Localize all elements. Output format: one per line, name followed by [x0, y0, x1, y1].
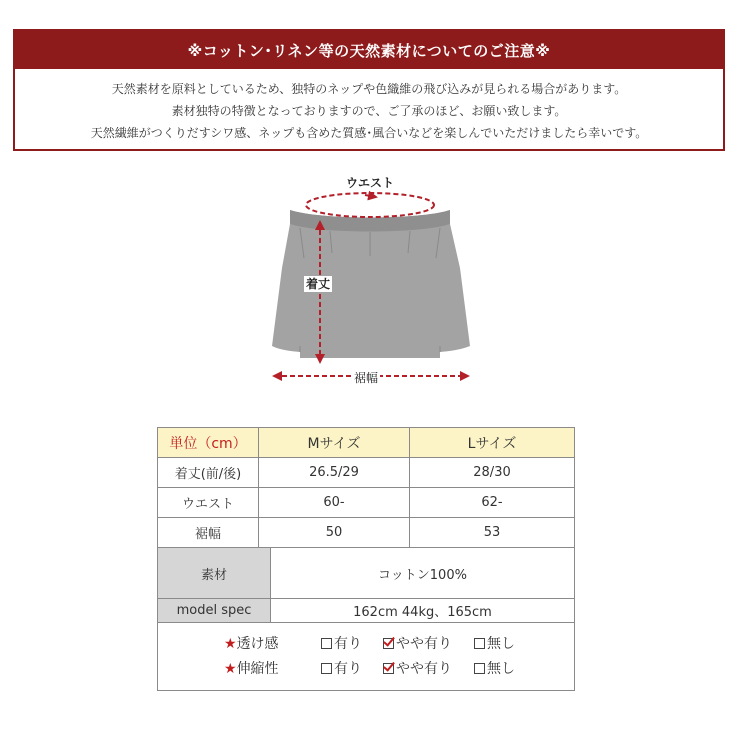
notice-box	[13, 29, 725, 151]
model-row	[158, 599, 575, 623]
row-label: 着丈(前/後)	[158, 458, 259, 488]
table-row	[158, 458, 575, 488]
l-value: 62-	[410, 488, 575, 518]
checked-checkbox-icon	[383, 663, 394, 674]
option-cell	[383, 658, 452, 678]
hem-label: 裾幅	[354, 371, 379, 385]
option-cell	[321, 633, 362, 653]
size-l-header: Lサイズ	[410, 428, 575, 458]
model-value: 162cm 44kg、165cm	[271, 599, 575, 623]
star-icon: ★	[224, 636, 237, 652]
feature-checklist	[157, 623, 575, 691]
m-value: 60-	[259, 488, 410, 518]
option-cell	[383, 633, 452, 653]
notice-line: 天然素材を原料としているため、独特のネップや色織維の飛び込みが見られる場合があります。	[111, 82, 627, 96]
option-label: 有り	[334, 636, 362, 652]
material-label: 素材	[158, 548, 271, 599]
option-label: 無し	[487, 636, 515, 652]
option-label: 有り	[334, 661, 362, 677]
option-cell	[474, 633, 515, 653]
row-label: ウエスト	[158, 488, 259, 518]
stretch-label-cell	[224, 658, 279, 678]
option-label: やや有り	[396, 636, 452, 652]
skirt-diagram	[260, 168, 480, 393]
notice-body	[15, 69, 723, 144]
l-value: 28/30	[410, 458, 575, 488]
checkbox-icon	[474, 663, 485, 674]
option-cell	[321, 658, 362, 678]
checkbox-icon	[321, 638, 332, 649]
skirt-illustration	[260, 168, 480, 393]
table-row	[158, 518, 575, 548]
length-label: 着丈	[306, 277, 331, 291]
transparency-label: 透け感	[236, 636, 279, 652]
checked-checkbox-icon	[383, 638, 394, 649]
material-value: コットン100%	[271, 548, 575, 599]
option-label: 無し	[487, 661, 515, 677]
table-row	[158, 488, 575, 518]
notice-line: 天然繊維がつくりだすシワ感、ネップも含めた質感･風合いなどを楽しんでいただけましたら幸いです。	[90, 126, 648, 140]
notice-line: 素材独特の特徴となっておりますので、ご了承のほど、お願い致します。	[171, 104, 567, 118]
size-table	[157, 427, 575, 548]
checkbox-icon	[321, 663, 332, 674]
transparency-label-cell	[224, 633, 279, 653]
checkbox-icon	[474, 638, 485, 649]
table-header-row	[158, 428, 575, 458]
spec-table	[157, 547, 575, 623]
row-label: 裾幅	[158, 518, 259, 548]
unit-header: 単位（cm）	[158, 428, 259, 458]
waist-label: ウエスト	[346, 176, 395, 190]
size-m-header: Mサイズ	[259, 428, 410, 458]
m-value: 50	[259, 518, 410, 548]
m-value: 26.5/29	[259, 458, 410, 488]
option-label: やや有り	[396, 661, 452, 677]
option-cell	[474, 658, 515, 678]
notice-title: ※コットン･リネン等の天然素材についてのご注意※	[15, 31, 723, 69]
star-icon: ★	[224, 661, 237, 677]
stretch-label: 伸縮性	[236, 661, 279, 677]
material-row	[158, 548, 575, 599]
l-value: 53	[410, 518, 575, 548]
model-label: model spec	[158, 599, 271, 623]
